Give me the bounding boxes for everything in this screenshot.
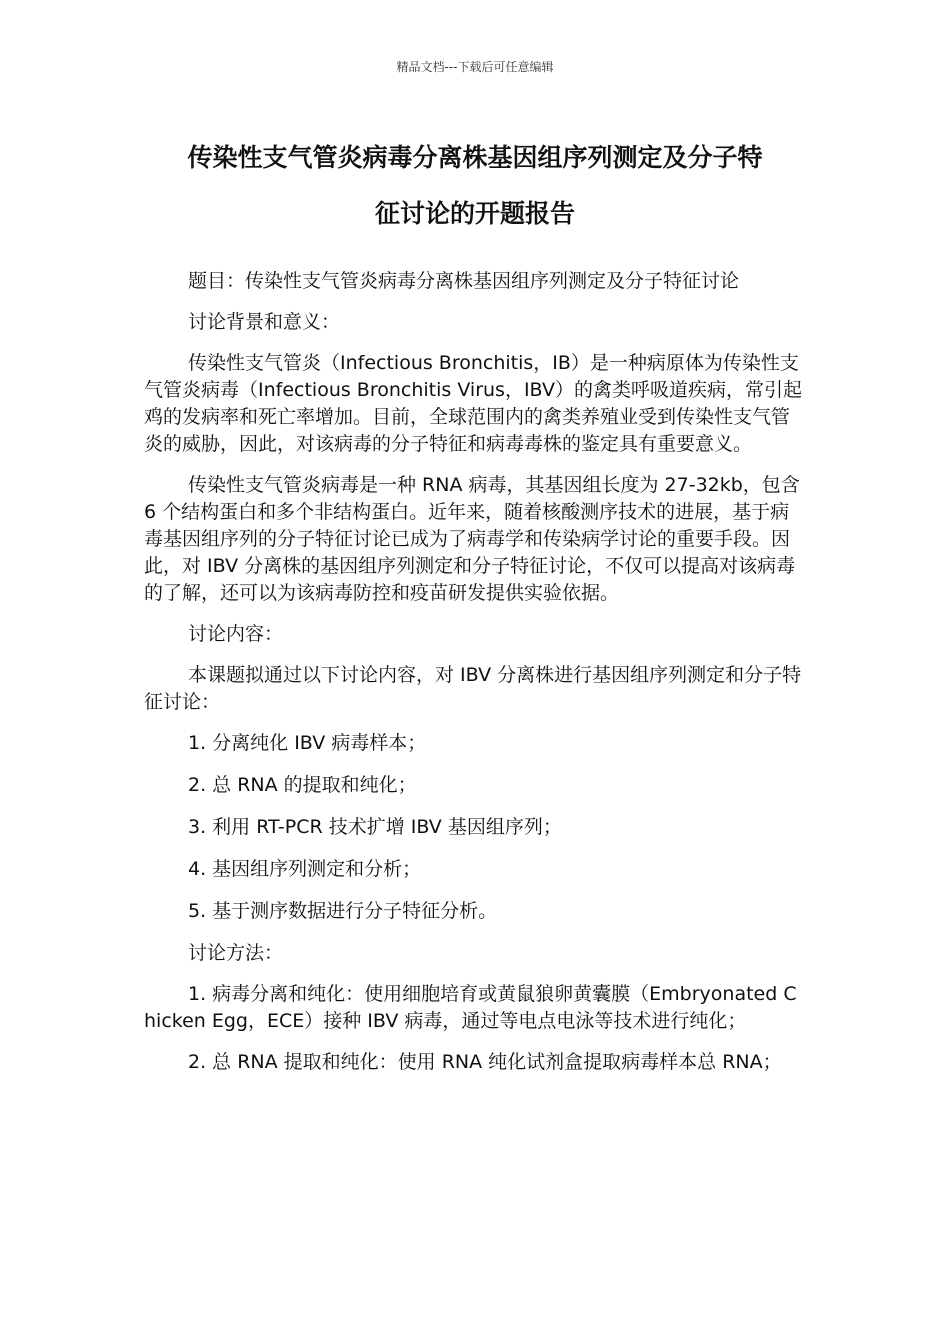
content-item-4: 4. 基因组序列测定和分析； — [188, 858, 422, 880]
background-paragraph-2: 传染性支气管炎病毒是一种 RNA 病毒，其基因组长度为 27-32kb，包含 6 个结构蛋白和多个非结构蛋白。近年来，随着核酸测序技术的进展，基于病毒基因组序列的分子特征讨论已成为了病毒学和传染病学讨论的重要手段。因此，对 IBV 分离株的基因组序列测定和分子特征讨论，不仅可以提高对该病毒的了解，还可以为该病毒防控和疫苗研发提供实验依据。 — [144, 474, 800, 604]
document-body — [144, 268, 806, 1090]
content-item-3: 3. 利用 RT-PCR 技术扩增 IBV 基因组序列； — [188, 816, 562, 838]
content-item-2: 2. 总 RNA 的提取和纯化； — [188, 774, 417, 796]
document-title-line-2: 征讨论的开题报告 — [374, 199, 575, 228]
content-intro: 本课题拟通过以下讨论内容，对 IBV 分离株进行基因组序列测定和分子特征讨论： — [144, 664, 802, 713]
method-item-2: 2. 总 RNA 提取和纯化：使用 RNA 纯化试剂盒提取病毒样本总 RNA； — [188, 1051, 782, 1073]
background-heading: 讨论背景和意义： — [188, 311, 341, 333]
content-heading: 讨论内容： — [188, 623, 284, 645]
method-item-1: 1. 病毒分离和纯化：使用细胞培育或黄鼠狼卵黄囊膜（Embryonated Chicken Egg，ECE）接种 IBV 病毒，通过等电点电泳等技术进行纯化； — [144, 983, 797, 1032]
topic-line: 题目：传染性支气管炎病毒分离株基因组序列测定及分子特征讨论 — [188, 270, 740, 292]
content-item-1: 1. 分离纯化 IBV 病毒样本； — [188, 732, 427, 754]
document-title — [140, 130, 810, 242]
header-note: 精品文档---下载后可任意编辑 — [396, 60, 554, 74]
content-item-5: 5. 基于测序数据进行分子特征分析。 — [188, 900, 498, 922]
document-title-line-1: 传染性支气管炎病毒分离株基因组序列测定及分子特 — [187, 143, 763, 172]
background-paragraph-1: 传染性支气管炎（Infectious Bronchitis，IB）是一种病原体为传染性支气管炎病毒（Infectious Bronchitis Virus，IBV）的禽类呼吸道疾病，常引起鸡的发病率和死亡率增加。目前，全球范围内的禽类养殖业受到传染性支气管炎的威胁，因此，对该病毒的分子特征和病毒毒株的鉴定具有重要意义。 — [144, 352, 802, 455]
method-heading: 讨论方法： — [188, 942, 284, 964]
